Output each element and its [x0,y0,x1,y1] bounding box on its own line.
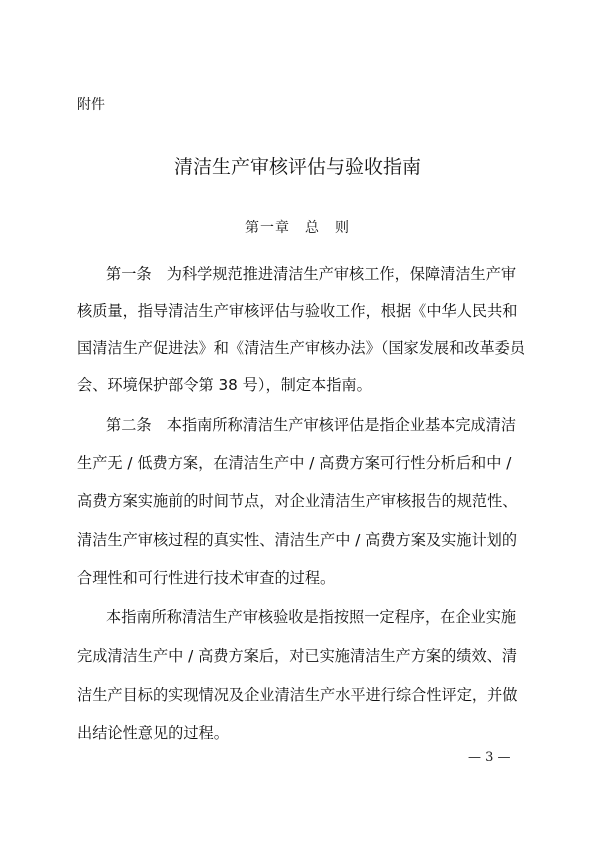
article1-number: 第一条 [106,265,152,283]
article2-text-1: 本指南所称清洁生产审核评估是指企业基本完成清洁 [166,416,517,434]
paragraph3-line-4: 出结论性意见的过程。 [77,724,229,742]
article2-line-5: 合理性和可行性进行技术审查的过程。 [77,569,336,587]
article2-number: 第二条 [106,416,152,434]
article2-line-3: 高费方案实施前的时间节点，对企业清洁生产审核报告的规范性、 [77,492,518,510]
article1-text-1: 为科学规范推进清洁生产审核工作，保障清洁生产审 [166,265,517,283]
chapter-heading: 第一章 总 则 [245,220,350,236]
article2-line-4: 清洁生产审核过程的真实性、清洁生产中 / 高费方案及实施计划的 [77,531,518,549]
paragraph3-line-2: 完成清洁生产中 / 高费方案后，对已实施清洁生产方案的绩效、清 [77,647,518,665]
article1-line-2: 核质量，指导清洁生产审核评估与验收工作，根据《中华人民共和 [77,302,518,320]
paragraph3-line-3: 洁生产目标的实现情况及企业清洁生产水平进行综合性评定，并做 [77,686,518,704]
article2-line-2: 生产无 / 低费方案，在清洁生产中 / 高费方案可行性分析后和中 / [77,454,512,472]
article1-line-1 [106,263,516,284]
article1-line-4: 会、环境保护部令第 38 号），制定本指南。 [77,376,372,394]
paragraph3-line-1: 本指南所称清洁生产审核验收是指按照一定程序，在企业实施 [106,608,517,626]
attachment-label: 附件 [77,97,105,113]
article2-line-1 [106,414,516,435]
page-number: — 3 — [468,750,511,765]
article1-line-3: 国清洁生产促进法》和《清洁生产审核办法》（国家发展和改革委员 [77,339,526,357]
document-title: 清洁生产审核评估与验收指南 [173,156,421,178]
